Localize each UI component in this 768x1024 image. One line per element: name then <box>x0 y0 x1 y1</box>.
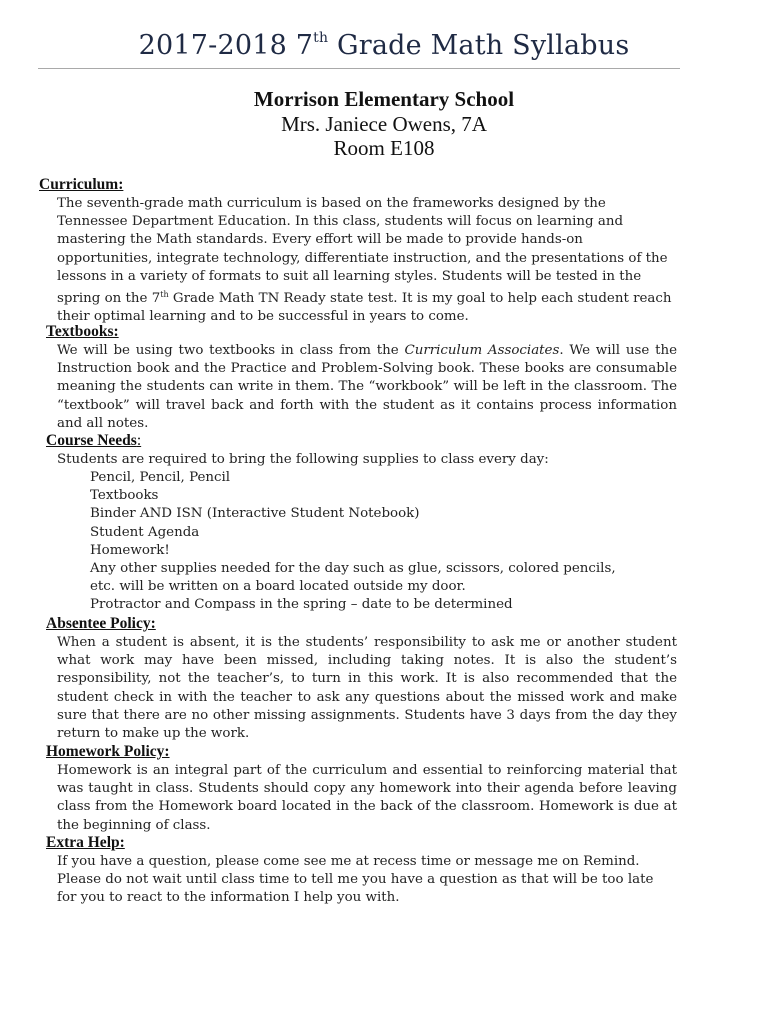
course-needs-label: Course Needs <box>46 432 137 449</box>
title-divider <box>38 68 680 69</box>
textbooks-text <box>57 342 677 433</box>
teacher-name: Mrs. Janiece Owens, 7A <box>281 112 487 136</box>
textbooks-text-b: . We will use the Instruction book and the Practice and Problem-Solving book. These books are consumable meaning the students can write in them. The “workbook” will be left in the classroom. The “textbook” will travel back and forth with the student as it contains process information and all notes. <box>57 343 677 431</box>
extra-help-text: If you have a question, please come see me at recess time or message me on Remind. Please do not wait until class time to tell me you have a question as that will be too late for you to react to the information I help you with. <box>57 854 654 906</box>
curriculum-text-b: Grade Math TN Ready state test. It is my goal to help each student reach their optimal learning and to be successful in years to come. <box>57 291 672 325</box>
list-item: Pencil, Pencil, Pencil <box>90 470 231 485</box>
list-item: Any other supplies needed for the day such as glue, scissors, colored pencils, <box>90 561 616 577</box>
extra-help-heading: Extra Help: <box>46 834 125 851</box>
list-item: etc. will be written on a board located outside my door. <box>90 579 466 595</box>
textbooks-text-a: We will be using two textbooks in class from the <box>57 343 405 358</box>
title-rest: Grade Math Syllabus <box>328 30 630 61</box>
list-item: Binder AND ISN (Interactive Student Notebook) <box>90 506 420 522</box>
homework-text: Homework is an integral part of the curriculum and essential to reinforcing material that was taught in class. Students should copy any homework into their agenda before leaving class from the Homework board located in the back of the classroom. Homework is due at the beginning of class. <box>57 763 677 833</box>
curriculum-heading: Curriculum: <box>39 176 124 193</box>
room-number: Room E108 <box>333 136 435 160</box>
list-item: Student Agenda <box>90 524 200 540</box>
absentee-heading: Absentee Policy: <box>46 615 156 632</box>
homework-heading: Homework Policy: <box>46 743 170 760</box>
course-needs-heading <box>46 432 141 450</box>
syllabus-title <box>0 30 768 61</box>
curriculum-text-a: The seventh-grade math curriculum is based on the frameworks designed by the Tennessee Department Education. In this class, students will focus on learning and mastering the Math standards. Every effort will be made to provide hands-on opportunities, integrate technology, differentiate instruction, and the presentations of the lessons in a variety of formats to suit all learning styles. Students will be tested in the spring on the 7 <box>57 196 668 307</box>
school-name: Morrison Elementary School <box>253 87 515 111</box>
absentee-text: When a student is absent, it is the students’ responsibility to ask me or another student what work may have been missed, including taking notes. It is also the student’s responsibility, not the teacher’s, to turn in this work. It is also recommended that the student check in with the teacher to ask any questions about the missed work and make sure that there are no other missing assignments. Students have 3 days from the day they return to make up the work. <box>57 635 677 742</box>
list-item: Homework! <box>90 542 170 558</box>
textbooks-publisher: Curriculum Associates <box>404 343 560 358</box>
supplies-list <box>90 469 680 615</box>
title-main: 2017-2018 7 <box>138 30 314 61</box>
course-needs-colon: : <box>136 432 142 449</box>
course-needs-intro: Students are required to bring the following supplies to class every day: <box>57 452 549 467</box>
title-sup: th <box>313 30 329 46</box>
curriculum-text <box>57 195 677 326</box>
list-item: Protractor and Compass in the spring – date to be determined <box>90 597 513 613</box>
textbooks-heading: Textbooks: <box>46 323 119 340</box>
curriculum-sup: th <box>160 290 169 300</box>
list-item: Textbooks <box>90 488 159 504</box>
